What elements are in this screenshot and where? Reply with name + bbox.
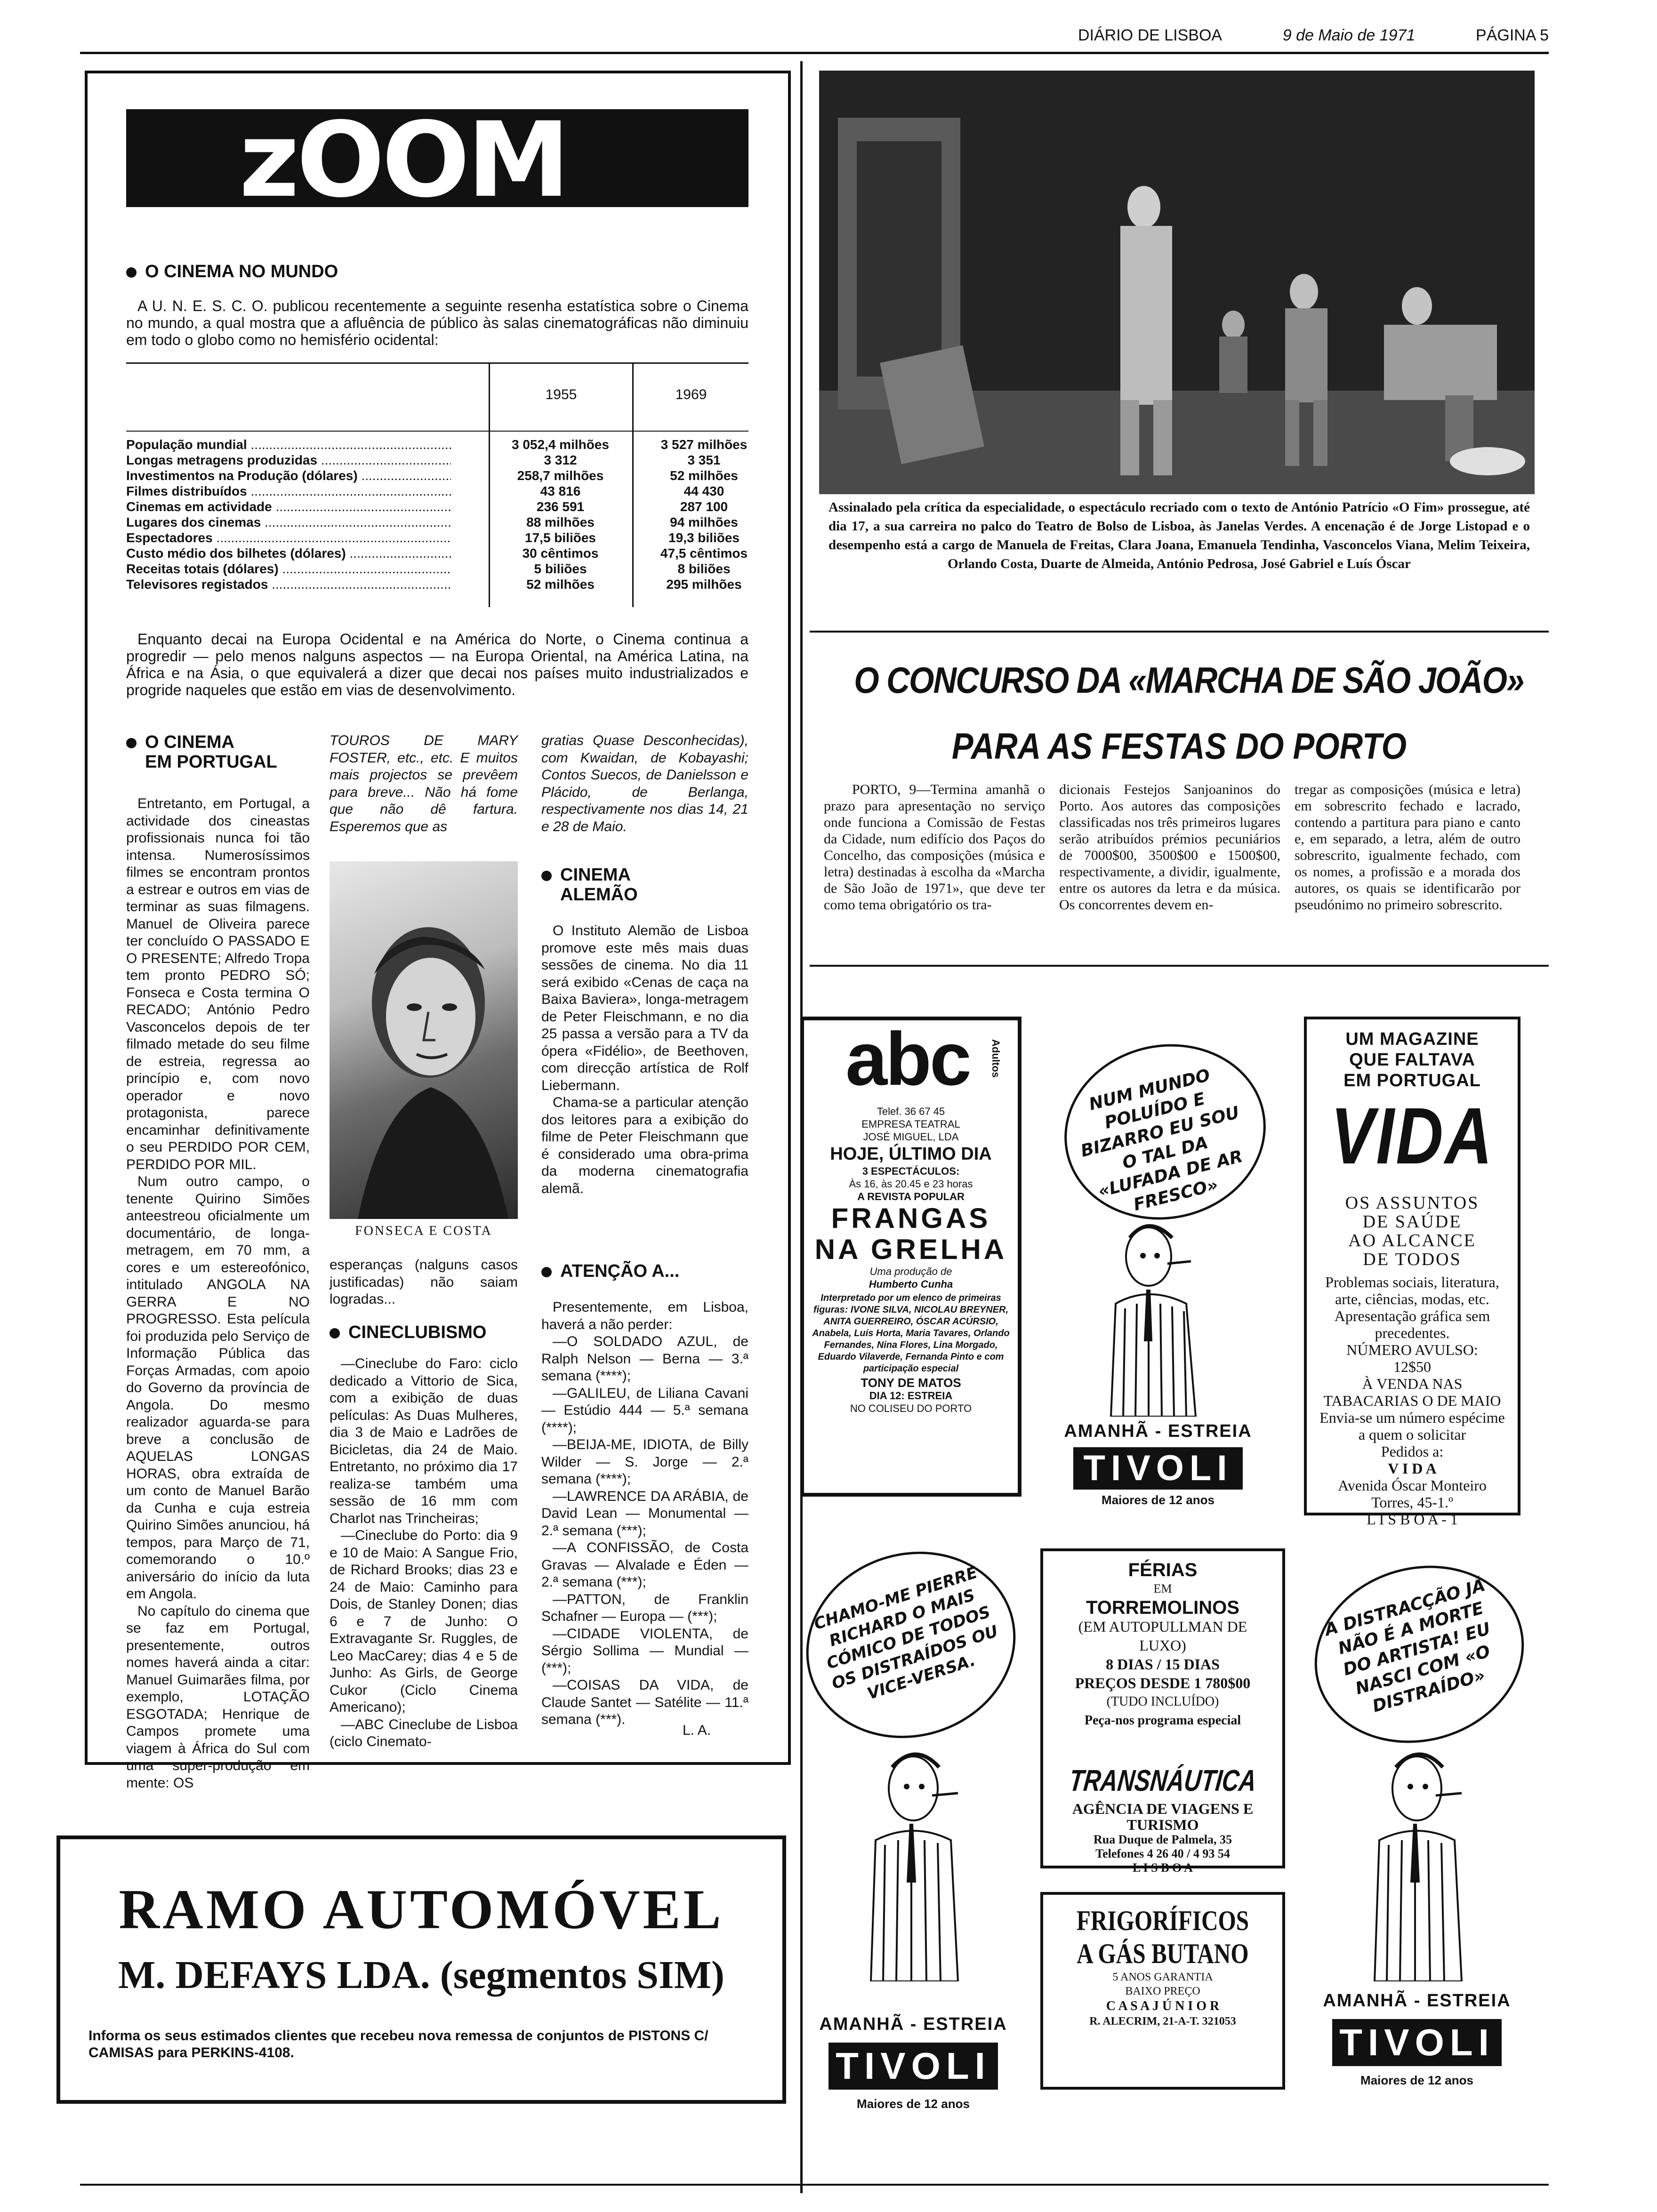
table-header-1969: 1969 — [675, 387, 707, 402]
section-cinema-no-mundo-after: Enquanto decai na Europa Ocidental e na América do Norte, o Cinema continua a progredir — pelo menos nalguns aspectos — na Europa Oriental, na América Latina, na África e na Ásia, o que equivalerá a dizer que decai nos países muito industrializados e progride naqueles que estão em vias de desenvolvimento. — [126, 631, 748, 698]
portrait-illustration — [330, 861, 518, 1219]
photo-bottom-rule — [810, 631, 1549, 633]
tivoli-ad-2-bubble: CHAMO-ME PIERRE RICHARD O MAIS CÓMICO DE TODOS OS DISTRAÍDOS OU VICE-VERSA. — [812, 1563, 1001, 1704]
vida-morada3: L I S B O A - 1 — [1367, 1511, 1458, 1528]
tivoli-ad-1 — [1036, 1017, 1280, 1506]
tivoli-ad-3-logo: TIVOLI — [1332, 2019, 1502, 2066]
masthead-paper: DIÁRIO DE LISBOA — [1078, 26, 1223, 44]
article-signature: L. A. — [683, 1723, 711, 1738]
section-cinema-no-mundo-intro: A U. N. E. S. C. O. publicou recentemente a seguinte resenha estatística sobre o Cinema no mundo, a qual mostra que a afluência de público às salas cinematográficas não diminuiu em todo o globo como no hemisfério ocidental: — [126, 297, 748, 348]
bullet-icon — [126, 267, 137, 278]
concurso-col-1: PORTO, 9—Termina amanhã o prazo para apresentação no serviço onde funciona a Comissão de Festas da Cidade, num edifício dos Paços do Concelho, das composições (música e letra) destinadas à escolha da «Marcha de São João de 1971», que deve ter como tema obrigatório os tra- — [824, 782, 1045, 913]
director-photo — [330, 861, 518, 1219]
ferias-title: FÉRIAS — [1128, 1560, 1198, 1580]
abc-especial: TONY DE MATOS — [861, 1376, 961, 1390]
table-row: Longas metragens produzidas ..... 3 312 3 351 — [126, 452, 748, 468]
alemao-title: CINEMA ALEMÃO — [541, 865, 748, 905]
ferias-em: EM — [1153, 1582, 1172, 1595]
table-row: Lugares dos cinemas ..... 88 milhões 94 milhões — [126, 514, 748, 530]
transnautica-logo: TRANSNÁUTICA — [1067, 1763, 1258, 1797]
frigo-l1: FRIGORÍFICOS — [1076, 1905, 1249, 1936]
tivoli-ad-3-estreia: AMANHÃ - ESTREIA — [1323, 1991, 1511, 2011]
director-photo-caption: FONSECA E COSTA — [355, 1224, 492, 1238]
concurso-bottom-rule — [810, 965, 1549, 967]
table-body — [126, 437, 748, 592]
table-row: Filmes distribuídos ..... 43 816 44 430 — [126, 483, 748, 499]
ferias-precos: PREÇOS DESDE 1 780$00 — [1075, 1675, 1251, 1691]
table-row: Investimentos na Produção (dólares) ..... 258,7 milhões 52 milhões — [126, 468, 748, 483]
concurso-headline-2: PARA AS FESTAS DO PORTO — [951, 725, 1407, 767]
tivoli-ad-1-idade: Maiores de 12 anos — [1102, 1493, 1215, 1507]
tivoli-ad-3-idade: Maiores de 12 anos — [1360, 2073, 1473, 2087]
zoom-logo: zOOM — [239, 109, 568, 207]
vida-l1: UM MAGAZINE — [1345, 1029, 1479, 1049]
abc-estreia: DIA 12: ESTREIA — [869, 1390, 953, 1402]
masthead-date: 9 de Maio de 1971 — [1282, 26, 1416, 44]
section-cinema-no-mundo-title: O CINEMA NO MUNDO — [126, 262, 338, 282]
ramo-line1: RAMO AUTOMÓVEL — [119, 1878, 724, 1940]
zoom-logo-banner — [126, 109, 748, 207]
vida-pedidos: Pedidos a: — [1381, 1443, 1444, 1460]
ferias-cidade: L I S B O A — [1133, 1861, 1193, 1875]
table-row: População mundial ..... 3 052,4 milhões 3 527 milhões — [126, 437, 748, 452]
bullet-icon — [541, 1267, 552, 1277]
vida-avulso: NÚMERO AVULSO: — [1346, 1341, 1478, 1358]
abc-producao: Uma produção de — [869, 1266, 952, 1277]
abc-espectaculos: 3 ESPECTÁCULOS: — [862, 1165, 960, 1177]
vida-t3: AO ALCANCE — [1348, 1231, 1476, 1250]
tivoli-ad-1-bubble: NUM MUNDO POLUÍDO E BIZARRO EU SOU O TAL DA «LUFADA DE AR FRESCO» — [1078, 1066, 1245, 1215]
abc-empresa2: JOSÉ MIGUEL, LDA — [863, 1131, 959, 1143]
vida-l3: EM PORTUGAL — [1343, 1071, 1481, 1090]
cineclubismo-title: CINECLUBISMO — [330, 1322, 486, 1343]
vida-morada2: Torres, 45-1.º — [1371, 1494, 1453, 1511]
vida-t4: DE TODOS — [1363, 1250, 1462, 1269]
bullet-icon — [330, 1328, 340, 1338]
ramo-line3: Informa os seus estimados clientes que recebeu nova remessa de conjuntos de PISTONS C/ CAMISAS para PERKINS-4108. — [88, 2028, 708, 2060]
abc-empresa: EMPRESA TEATRAL — [861, 1118, 960, 1130]
abc-side-label: Adultos — [990, 1039, 1002, 1078]
ferias-ad — [1040, 1548, 1285, 1875]
tivoli-ad-2 — [800, 1544, 1026, 2156]
ferias-rua: Rua Duque de Palmela, 35 — [1094, 1833, 1232, 1846]
tivoli-ad-2-logo: TIVOLI — [828, 2043, 998, 2090]
ferias-auto: (EM AUTOPULLMAN DE LUXO) — [1078, 1618, 1247, 1654]
abc-logo: abc — [845, 1017, 970, 1101]
frigorificos-ad — [1040, 1892, 1285, 2090]
vida-t1: OS ASSUNTOS — [1345, 1193, 1480, 1213]
tivoli-ad-2-idade: Maiores de 12 anos — [857, 2097, 970, 2111]
ramo-automovel-ad — [56, 1835, 786, 2104]
vida-desc: Problemas sociais, literatura, arte, ciências, modas, etc. — [1325, 1274, 1499, 1307]
abc-hoje: HOJE, ÚLTIMO DIA — [830, 1144, 992, 1164]
ferias-programa: Peça-nos programa especial — [1084, 1713, 1241, 1728]
table-row: Televisores registados ..... 52 milhões 295 milhões — [126, 577, 748, 592]
portugal-title: O CINEMA EM PORTUGAL — [126, 732, 314, 772]
tivoli-ad-1-logo: TIVOLI — [1073, 1447, 1243, 1490]
ferias-incl: (TUDO INCLUÍDO) — [1106, 1694, 1219, 1709]
masthead-page: PÁGINA 5 — [1476, 26, 1549, 44]
vida-ad — [1304, 1017, 1520, 1528]
table-row: Custo médio dos bilhetes (dólares) ..... 30 cêntimos 47,5 cêntimos — [126, 545, 748, 561]
ramo-line2: M. DEFAYS LDA. (segmentos SIM) — [118, 1953, 724, 1997]
masthead — [1078, 26, 1549, 50]
vida-t2: DE SAÚDE — [1362, 1212, 1462, 1232]
vida-envia: Envia-se um número espécime a quem o solicitar — [1319, 1409, 1505, 1443]
concurso-col-3: tregar as composições (música e letra) em sobrescrito fechado e lacrado, contendo a partitura para piano e canto e, em separado, a letra, além de outro sobrescrito, igualmente fechado, com os nomes, a profissão e a morada dos autores, os quais se identificarão por pseudónimo no primeiro sobrescrito. — [1295, 782, 1520, 913]
bullet-icon — [126, 738, 137, 748]
col2-below-text: esperanças (nalguns casos justificadas) não saiam logradas... — [330, 1257, 518, 1307]
frigo-l6: R. ALECRIM, 21-A-T. 321053 — [1089, 2015, 1236, 2028]
col3-top-text: gratias Quase Desconhecidas), com Kwaidan, de Kobayashi; Contos Suecos, de Danielsson e Plácido, de Berlanga, respectivamente nos dias 14, 21 e 28 de Maio. — [541, 733, 748, 834]
abc-elenco: Interpretado por um elenco de primeiras figuras: IVONE SILVA, NICOLAU BREYNER, ANITA GUERREIRO, ÓSCAR ACÚRSIO, Anabela, Luís Horta, Maria Tavares, Orlando Fernandes, Nina Flores, Lina Morgado, Eduardo Vilaverde, Fernanda Pinto e com participação especial — [812, 1293, 1010, 1374]
abc-ad — [800, 1017, 1022, 1497]
table-row: Receitas totais (dólares) ..... 5 biliões 8 biliões — [126, 561, 748, 577]
cineclubismo-text: —Cineclube do Faro: ciclo dedicado a Vittorio de Sica, com a exibição de duas películas: As Duas Mulheres, dia 3 de Maio e Ladrões de Bicicletas, dia 24 de Maio. Entretanto, no próximo dia 17 realiza-se também uma sessão de 16 mm com Charlot nas Trincheiras; —Cineclube do Porto: dia 9 e 10 de Maio: A Sangue Frio, de Richard Brooks; dias 23 e 24 de Maio: Caminho para Dois, de Stanley Donen; dias 6 e 7 de Junho: O Extravagante Sr. Ruggles, de Leo MacCarey; dias 4 e 5 de Junho: As Girls, de George Cukor (Ciclo Cinema Americano); —ABC Cineclube de Lisboa (ciclo Cinemato- — [330, 1356, 518, 1749]
frigo-l2: A GÁS BUTANO — [1077, 1938, 1249, 1969]
vida-venda: À VENDA NAS TABACARIAS O DE MAIO — [1323, 1375, 1501, 1409]
table-row: Cinemas em actividade ..... 236 591 287 100 — [126, 499, 748, 514]
stage-scene-illustration — [819, 71, 1535, 494]
col2-top-text: TOUROS DE MARY FOSTER, etc., etc. E muitos mais projectos se prevêem para breve... Não há fome que não dê fartura. Esperemos que as — [330, 733, 518, 834]
vida-grafica: Apresentação gráfica sem precedentes. — [1334, 1307, 1490, 1341]
abc-horas: Às 16, às 20.45 e 23 horas — [849, 1178, 973, 1190]
stats-table — [126, 362, 748, 612]
man-caricature-icon — [1360, 1746, 1483, 1981]
concurso-col-2: dicionais Festejos Sanjoaninos do Porto. Aos autores das composições classificadas nos três primeiros lugares serão atribuídos prémios pecuniários de 7000$00, 3500$00 e 1500$00, respectivamente, a dividir, igualmente, entre os autores da letra e da música. Os concorrentes devem en- — [1059, 782, 1280, 913]
vida-preco: 12$50 — [1393, 1358, 1431, 1375]
vida-title: VIDA — [1330, 1091, 1494, 1181]
theatre-photo — [819, 71, 1535, 494]
abc-produtor: Humberto Cunha — [869, 1278, 953, 1290]
table-header-1955: 1955 — [545, 387, 577, 402]
atencao-title: ATENÇÃO A... — [541, 1261, 679, 1282]
ferias-tel: Telefones 4 26 40 / 4 93 54 — [1095, 1847, 1230, 1860]
man-caricature-icon — [857, 1746, 979, 1981]
ferias-dias: 8 DIAS / 15 DIAS — [1106, 1656, 1220, 1673]
abc-revista: A REVISTA POPULAR — [857, 1191, 965, 1202]
ferias-local: TORREMOLINOS — [1086, 1597, 1239, 1618]
tivoli-ad-3 — [1299, 1548, 1535, 2156]
abc-tel: Telef. 36 67 45 — [877, 1106, 945, 1117]
abc-title1: FRANGAS — [831, 1202, 991, 1234]
vida-morada1: Avenida Óscar Monteiro — [1338, 1477, 1487, 1494]
tivoli-ad-2-estreia: AMANHÃ - ESTREIA — [819, 2014, 1007, 2034]
frigo-l3: 5 ANOS GARANTIA — [1112, 1971, 1213, 1983]
frigo-l5: C A S A J Ú N I O R — [1106, 1999, 1220, 2013]
vida-nome: V I D A — [1388, 1460, 1437, 1477]
ferias-agencia: AGÊNCIA DE VIAGENS E TURISMO — [1072, 1800, 1254, 1833]
tivoli-ad-3-bubble: A DISTRACÇÃO JÁ NÃO É A MORTE DO ARTISTA! EU NASCI COM «O DISTRAÍDO» — [1322, 1575, 1493, 1716]
abc-title2: NA GRELHA — [814, 1234, 1007, 1265]
frigo-l4: BAIXO PREÇO — [1125, 1985, 1200, 1997]
portugal-text: Entretanto, em Portugal, a actividade dos cineastas profissionais nunca foi tão intensa. Numerosíssimos filmes se encontram prontos a estrear e outros em vias de terminar as suas filmagens. Manuel de Oliveira parece ter concluído O PASSADO E O PRESENTE; Alfredo Tropa tem pronto PEDRO SÓ; Fonseca e Costa termina O RECADO; António Pedro Vasconcelos depois de ter filmado metade do seu filme de estreia, regressa ao princípio e, com novo operador e novo protagonista, parece encaminhar definitivamente o seu PERDIDO POR CEM, PERDIDO POR MIL. Num outro campo, o tenente Quirino Simões anteestreou oficialmente um documentário, de longa-metragem, em 70 mm, a cores e um estereofónico, intitulado ANGOLA NA GERRA E NO PROGRESSO. Esta película foi produzida pelo Serviço de Informação Pública das Forças Armadas, com apoio do Governo da província de Angola. Do mesmo realizador aguarda-se para breve a conclusão de AQUELAS LONGAS HORAS, obra extraída de um conto de Manuel Barão da Cunha e cuja estreia Quirino Simões anunciou, há tempos, para Março de 71, comemorando o 10.º aniversário do início da luta em Angola. No capítulo do cinema que se faz em Portugal, presentemente, outros nomes haverá ainda a citar: Manuel Guimarães filma, por exemplo, LOTAÇÃO ESGOTADA; Henrique de Campos promete uma viagem à África do Sul com uma super-produção em mente: OS — [126, 796, 310, 1791]
concurso-headline-1: O CONCURSO DA «MARCHA DE SÃO JOÃO» — [854, 659, 1524, 701]
man-caricature-icon — [1097, 1219, 1219, 1417]
page-bottom-rule — [80, 2184, 1549, 2186]
theatre-photo-caption: Assinalado pela crítica da especialidade, o espectáculo recriado com o texto de António Patrício «O Fim» prossegue, até dia 17, a sua carreira no palco do Teatro de Bolso de Lisboa, às Janelas Verdes. A encenação é de Jorge Listopad e o desempenho está a cargo de Manuela de Freitas, Clara Joana, Emanuela Tendinha, Vasconcelos Viana, Melim Teixeira, Orlando Costa, Duarte de Almeida, António Pedrosa, José Gabriel e Luís Óscar — [828, 500, 1530, 571]
tivoli-ad-1-estreia: AMANHÃ - ESTREIA — [1064, 1421, 1252, 1441]
alemao-text: O Instituto Alemão de Lisboa promove este mês mais duas sessões de cinema. No dia 11 será exibido «Cenas de caça na Baixa Baviera», longa-metragem de Peter Fleischmann, e no dia 25 passa a versão para a TV da ópera «Fidélio», de Beethoven, com direcção artística de Rolf Liebermann. Chama-se a particular atenção dos leitores para a exibição do filme de Peter Fleischmann que é considerado uma obra-prima da moderna cinematografia alemã. — [541, 923, 748, 1196]
masthead-rule — [80, 52, 1549, 54]
table-row: Espectadores ..... 17,5 biliões 19,3 biliões — [126, 530, 748, 545]
bullet-icon — [541, 871, 552, 881]
vida-l2: QUE FALTAVA — [1349, 1050, 1475, 1070]
atencao-text: Presentemente, em Lisboa, haverá a não perder: —O SOLDADO AZUL, de Ralph Nelson — Berna — 3.ª semana (****); —GALILEU, de Liliana Cavani — Estúdio 444 — 5.ª semana (****); —BEIJA-ME, IDIOTA, de Billy Wilder — S. Jorge — 2.ª semana (****); —LAWRENCE DA ARÁBIA, de David Lean — Monumental — 2.ª semana (***); —A CONFISSÃO, de Costa Gravas — Alvalade e Éden — 2.ª semana (***); —PATTON, de Franklin Schafner — Europa — (***); —CIDADE VIOLENTA, de Sérgio Sollima — Mundial — (***); —COISAS DA VIDA, de Claude Santet — Satélite — 11.ª semana (***). — [541, 1299, 748, 1727]
abc-local: NO COLISEU DO PORTO — [850, 1403, 972, 1414]
